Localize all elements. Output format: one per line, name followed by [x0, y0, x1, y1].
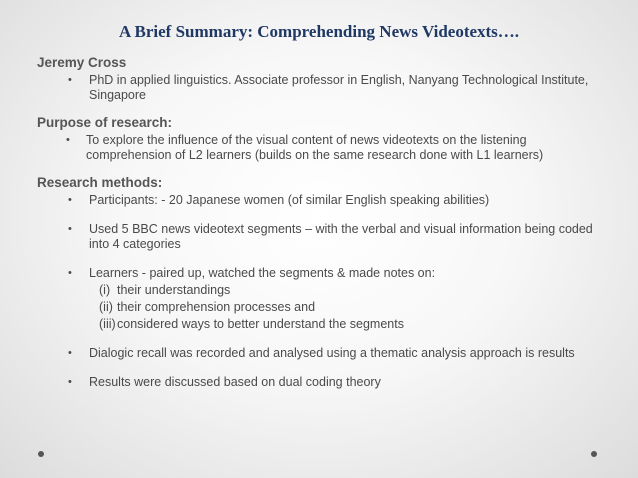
list-item-text: PhD in applied linguistics. Associate professor in English, Nanyang Technological Institute, Singapore: [89, 73, 589, 102]
decorative-dot-icon: [591, 451, 597, 457]
list-item: [37, 266, 597, 332]
list-item-text: Learners - paired up, watched the segments & made notes on:: [89, 266, 436, 280]
list-item-text: To explore the influence of the visual content of news videotexts on the listening comprehension of L2 learners (builds on the same research done with L1 learners): [86, 133, 544, 162]
list-item: [37, 133, 597, 163]
list-item: [37, 222, 597, 252]
section-purpose: [37, 115, 597, 163]
list-item: [37, 73, 597, 103]
section-heading: Research methods:: [37, 175, 163, 190]
sub-list-text: considered ways to better understand the segments: [117, 317, 404, 331]
list-item-text: Participants: - 20 Japanese women (of similar English speaking abilities): [89, 193, 490, 207]
slide-title: A Brief Summary: Comprehending News Videotexts….: [118, 22, 520, 41]
list-item: [37, 346, 597, 361]
decorative-dot-icon: [38, 451, 44, 457]
sub-list-number: (i): [99, 283, 111, 297]
bullet-icon: •: [68, 376, 72, 388]
list-item-text: Used 5 BBC news videotext segments – with the verbal and visual information being coded into 4 categories: [89, 222, 593, 251]
list-item: [37, 193, 597, 208]
list-item-text: Results were discussed based on dual coding theory: [89, 375, 381, 389]
slide-content: [37, 55, 597, 402]
sub-list-item: [89, 317, 597, 332]
sub-list-number: (ii): [99, 300, 113, 314]
bullet-icon: •: [68, 74, 72, 86]
sub-list-item: [89, 300, 597, 315]
section-author: [37, 55, 597, 103]
bullet-icon: •: [68, 347, 72, 359]
list-item-text: Dialogic recall was recorded and analysed using a thematic analysis approach is results: [89, 346, 575, 360]
section-heading: Purpose of research:: [37, 115, 173, 130]
list-item: [37, 375, 597, 390]
sub-list-text: their understandings: [117, 283, 231, 297]
section-heading: Jeremy Cross: [37, 55, 127, 70]
sub-list-item: [89, 283, 597, 298]
section-methods: [37, 175, 597, 390]
sub-list-number: (iii): [99, 317, 116, 331]
bullet-icon: •: [68, 267, 72, 279]
bullet-icon: •: [68, 223, 72, 235]
sub-list-text: their comprehension processes and: [117, 300, 316, 314]
bullet-icon: •: [68, 194, 72, 206]
bullet-icon: •: [66, 134, 70, 146]
